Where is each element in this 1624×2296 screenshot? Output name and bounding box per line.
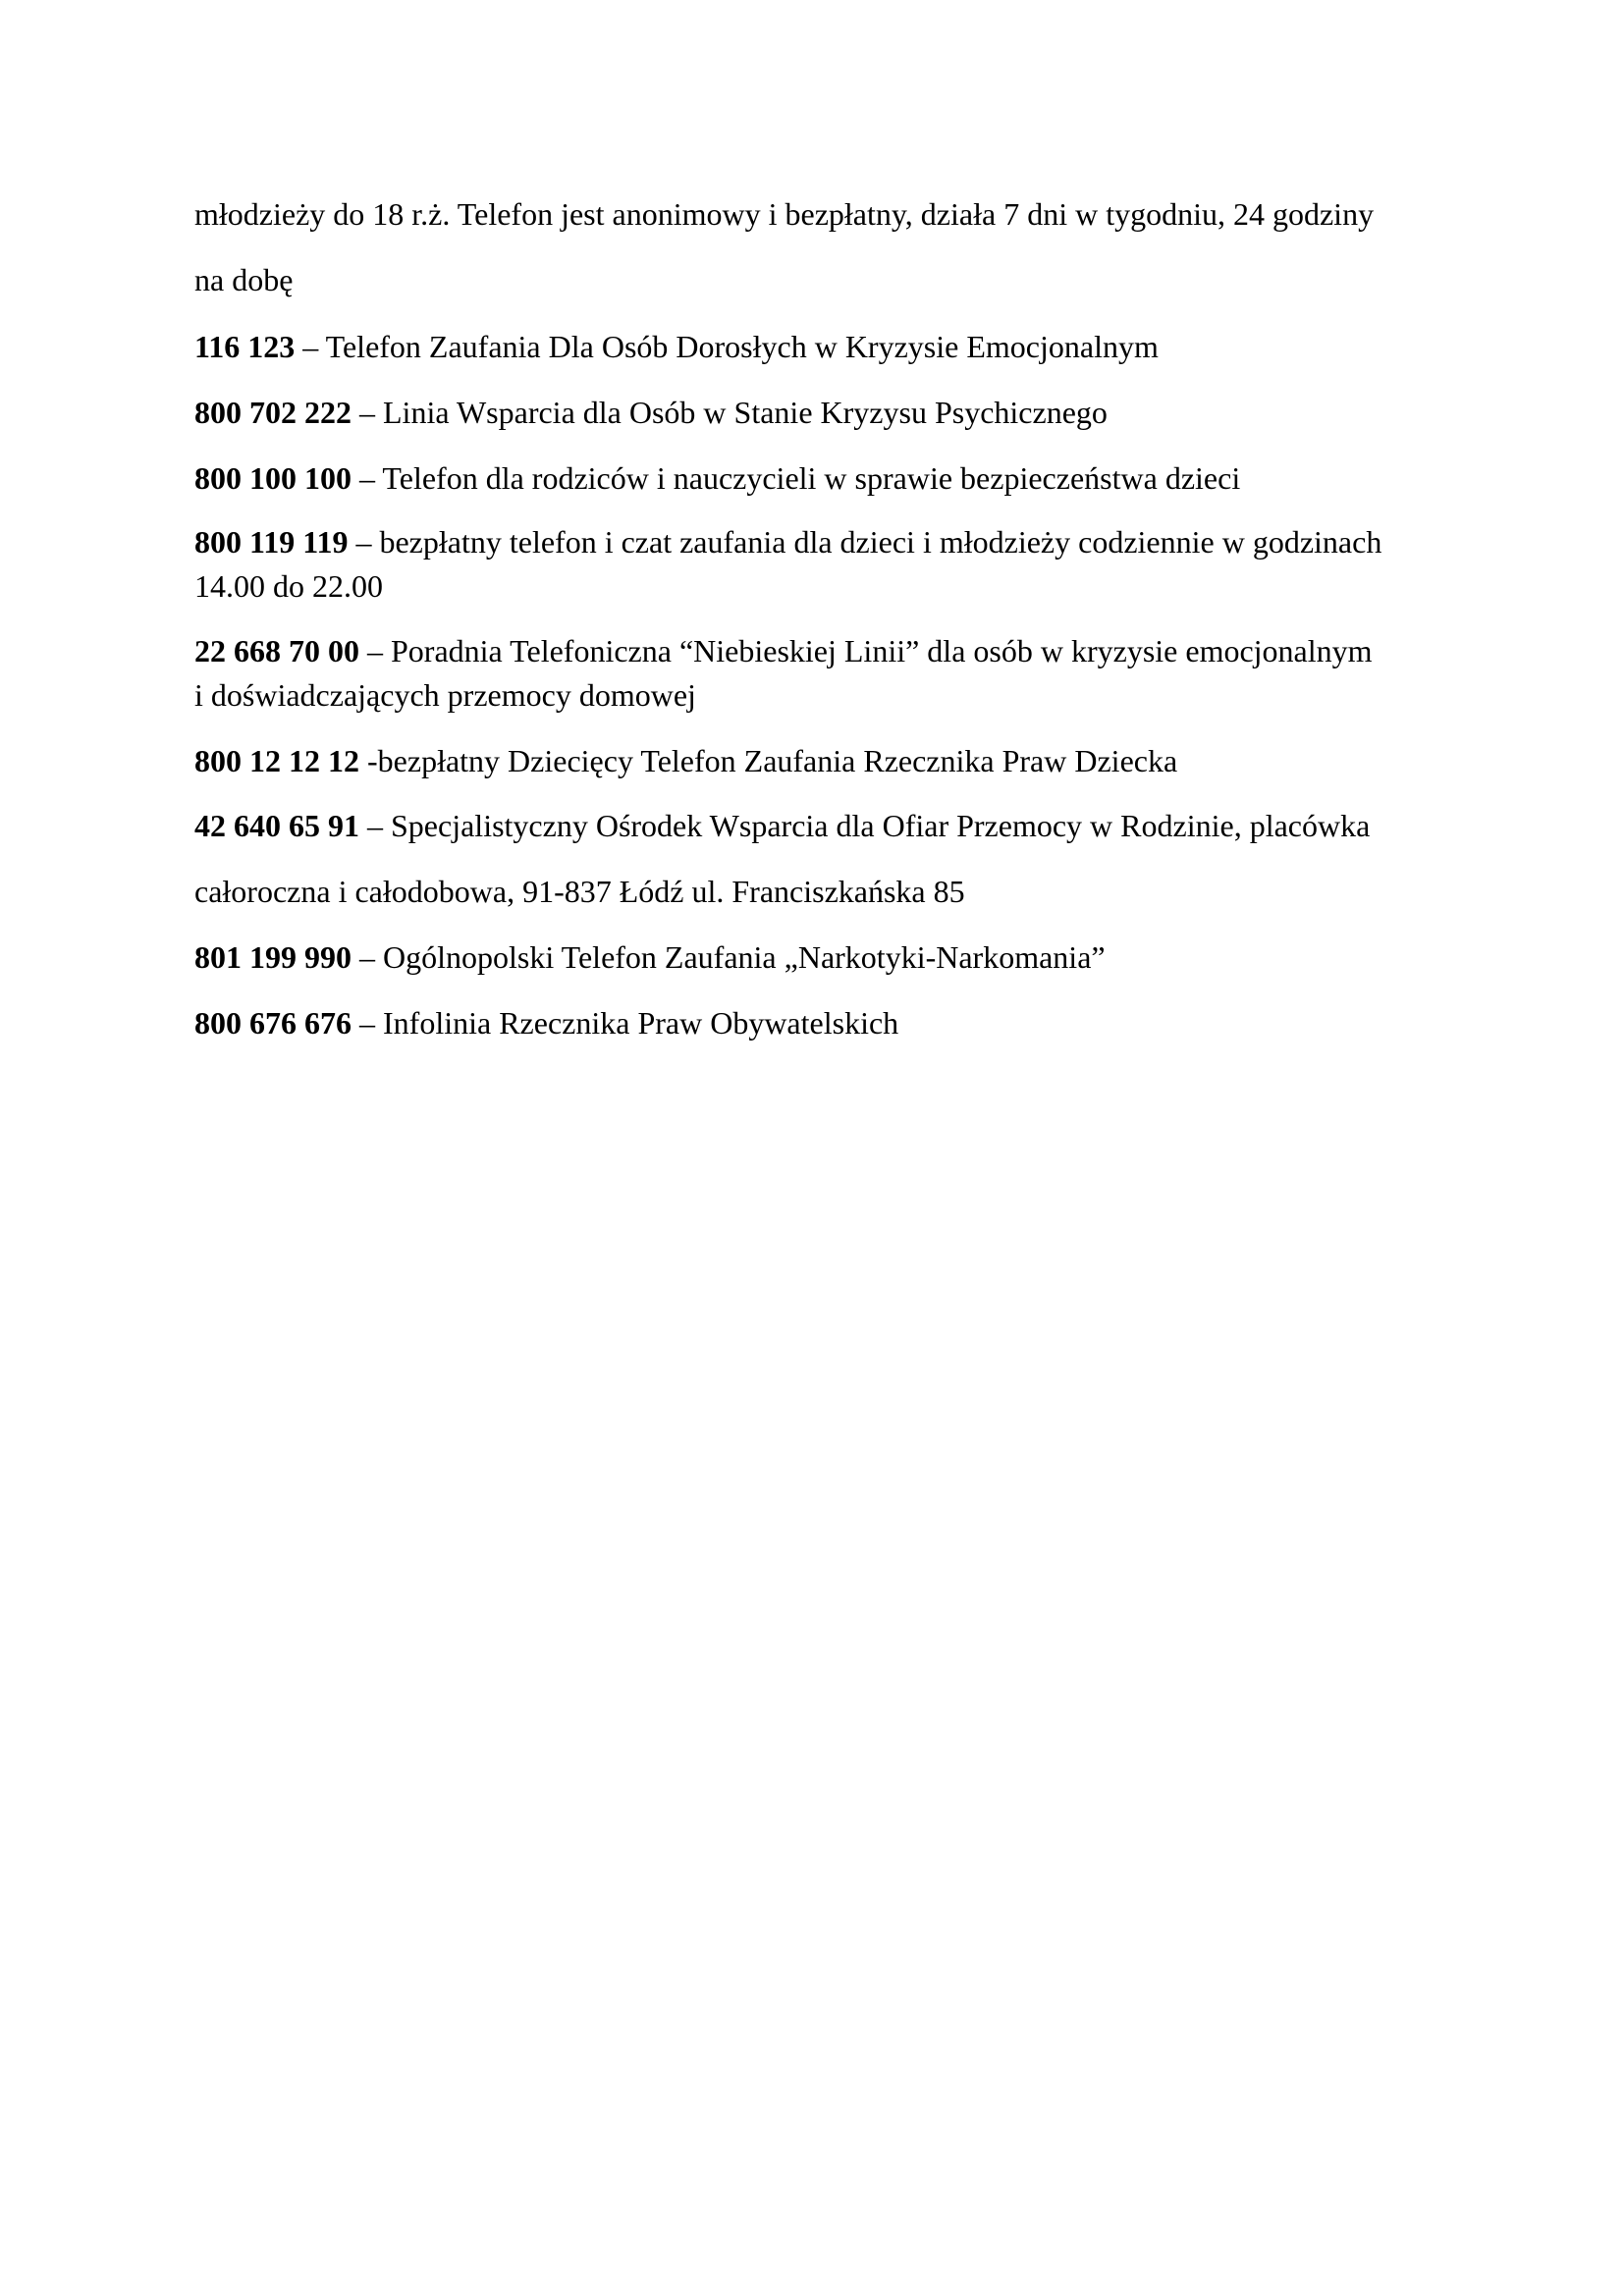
hotline-entry (194, 935, 1461, 979)
intro-line-2: na dobę (194, 262, 294, 297)
hotline-description: – Ogólnopolski Telefon Zaufania „Narkotyki-Narkomania” (352, 939, 1106, 975)
hotline-description-continued: i doświadczających przemocy domowej (194, 677, 696, 713)
hotline-entry (194, 325, 1461, 368)
intro-line-1: młodzieży do 18 r.ż. Telefon jest anonimowy i bezpłatny, działa 7 dni w tygodniu, 24 godziny (194, 196, 1375, 232)
hotline-entry (194, 739, 1461, 782)
hotline-description: – Linia Wsparcia dla Osób w Stanie Kryzysu Psychicznego (352, 395, 1108, 430)
phone-number: 800 676 676 (194, 1005, 352, 1041)
hotline-entry (194, 391, 1461, 434)
hotline-description: – bezpłatny telefon i czat zaufania dla dzieci i młodzieży codziennie w godzinach (348, 524, 1382, 560)
hotline-entry (194, 456, 1461, 500)
hotline-description: – Infolinia Rzecznika Praw Obywatelskich (352, 1005, 899, 1041)
hotline-description: – Telefon dla rodziców i nauczycieli w sprawie bezpieczeństwa dzieci (352, 460, 1241, 496)
phone-number: 42 640 65 91 (194, 808, 359, 843)
phone-number: 800 702 222 (194, 395, 352, 430)
hotline-description: – Telefon Zaufania Dla Osób Dorosłych w Kryzysie Emocjonalnym (295, 329, 1159, 364)
phone-number: 22 668 70 00 (194, 633, 359, 668)
hotline-entry (194, 629, 1461, 672)
hotline-description: – Specjalistyczny Ośrodek Wsparcia dla Ofiar Przemocy w Rodzinie, placówka (359, 808, 1371, 843)
phone-number: 800 12 12 12 (194, 743, 359, 778)
hotline-description: – Poradnia Telefoniczna “Niebieskiej Linii” dla osób w kryzysie emocjonalnym (359, 633, 1373, 668)
phone-number: 116 123 (194, 329, 296, 364)
hotline-description-continued: całoroczna i całodobowa, 91-837 Łódź ul. Franciszkańska 85 (194, 874, 965, 909)
phone-number: 800 100 100 (194, 460, 352, 496)
phone-number: 801 199 990 (194, 939, 352, 975)
hotline-entry (194, 804, 1461, 847)
hotline-entry (194, 1001, 1461, 1044)
hotline-description-continued: 14.00 do 22.00 (194, 568, 383, 604)
phone-number: 800 119 119 (194, 524, 349, 560)
hotline-entry (194, 520, 1461, 563)
hotline-description: -bezpłatny Dziecięcy Telefon Zaufania Rzecznika Praw Dziecka (359, 743, 1178, 778)
